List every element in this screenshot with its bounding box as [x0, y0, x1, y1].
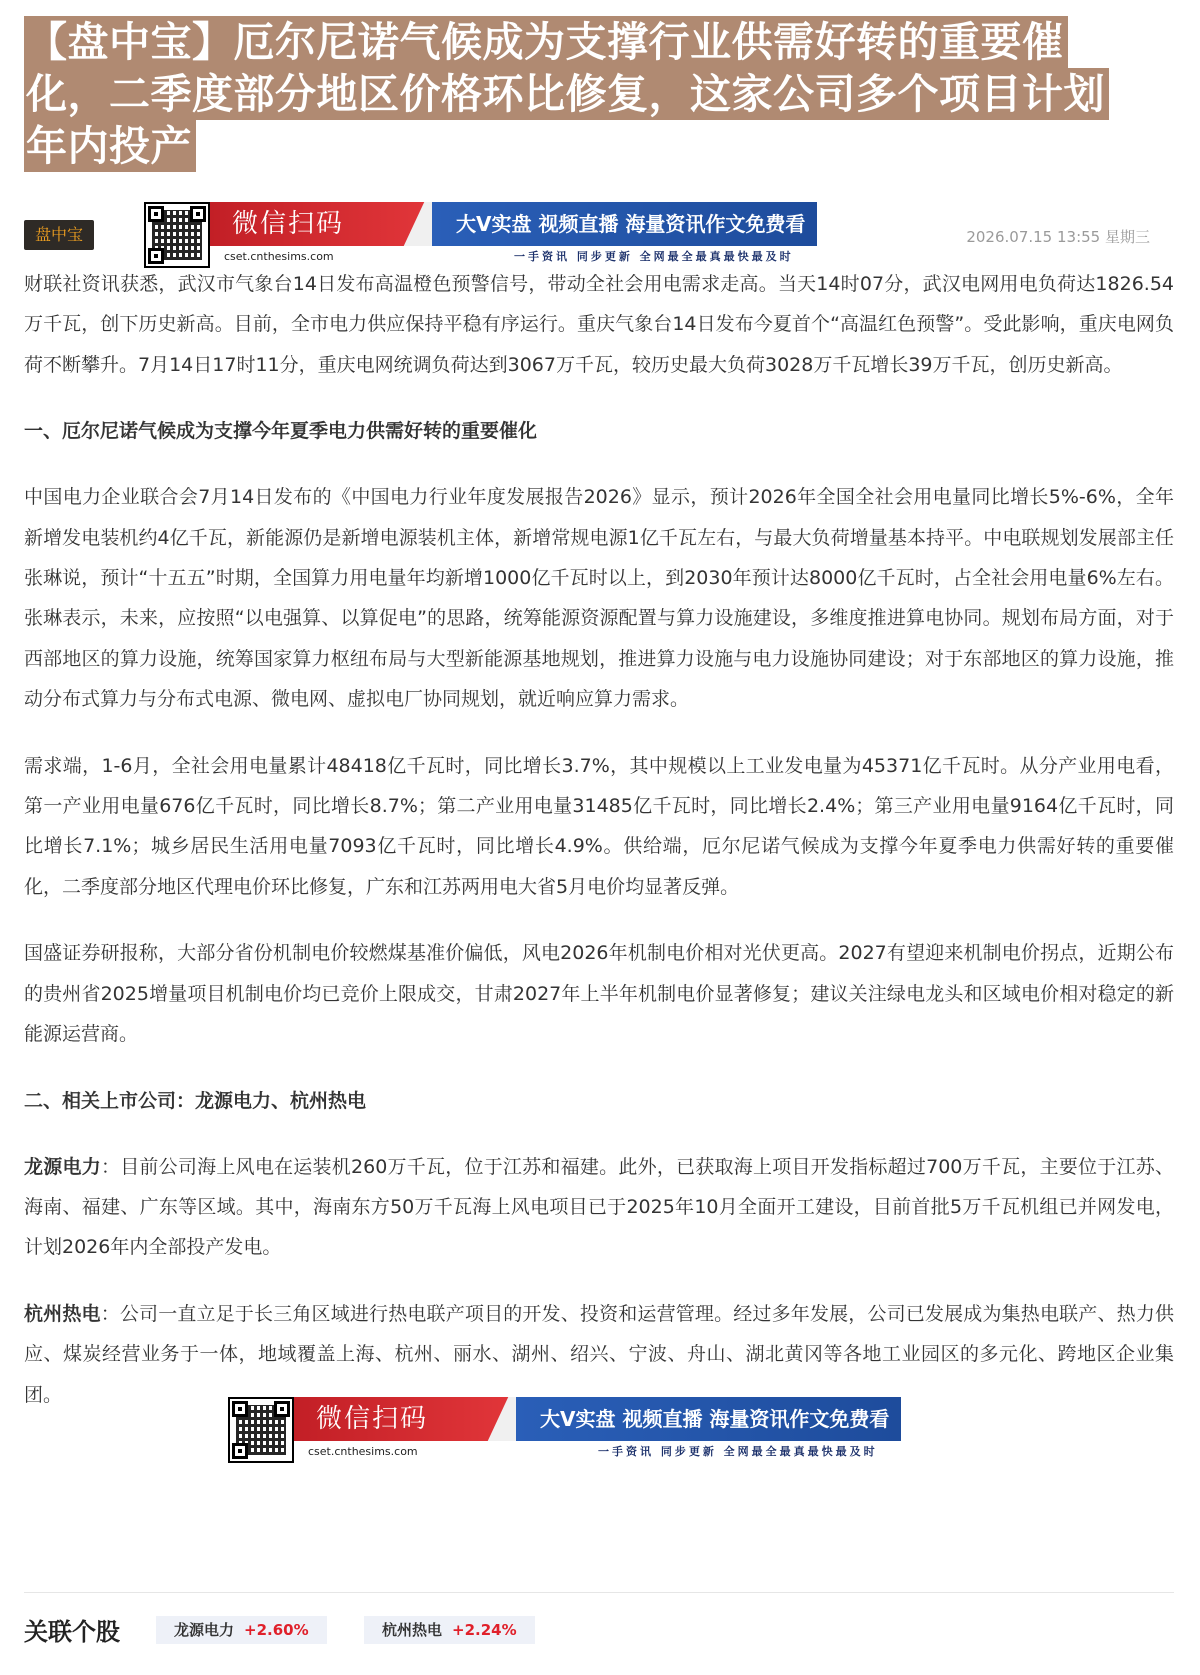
- wechat-ad-banner-bottom[interactable]: [228, 1397, 901, 1463]
- title-line-2: 化，二季度部分地区价格环比修复，这家公司多个项目计划: [24, 68, 1109, 120]
- company-desc-hangzhou: ：公司一直立足于长三角区域进行热电联产项目的开发、投资和运营管理。经过多年发展，公司已发展成为集热电联产、热力供应、煤炭经营业务于一体，地域覆盖上海、杭州、丽水、湖州、绍兴、宁波、舟山、湖北黄冈等各地工业园区的多元化、跨地区企业集团。: [24, 1302, 1174, 1406]
- stock-change: +2.60%: [244, 1621, 309, 1639]
- related-stocks-label: 关联个股: [24, 1618, 120, 1646]
- paragraph-cec-report: 中国电力企业联合会7月14日发布的《中国电力行业年度发展报告2026》显示，预计2026年全国全社会用电量同比增长5%-6%，全年新增发电装机约4亿千瓦，新能源仍是新增电源装机主体，新增常规电源1亿千瓦左右，与最大负荷增量基本持平。中电联规划发展部主任张琳说，预计“十五五”时期，全国算力用电量年均新增1000亿千瓦时以上，到2030年预计达8000亿千瓦时，占全社会用电量6%左右。张琳表示，未来，应按照“以电强算、以算促电”的思路，统筹能源资源配置与算力设施建设，多维度推进算电协同。规划布局方面，对于西部地区的算力设施，统筹国家算力枢纽布局与大型新能源基地规划，推进算力设施与电力设施协同建设；对于东部地区的算力设施，推动分布式算力与分布式电源、微电网、虚拟电厂协同规划，就近响应算力需求。: [24, 486, 1174, 711]
- article-title: [24, 16, 1174, 172]
- publish-datetime: 2026.07.15 13:55 星期三: [966, 228, 1150, 246]
- stock-change: +2.24%: [452, 1621, 517, 1639]
- stock-tag-longyuan[interactable]: [156, 1616, 327, 1644]
- section-heading-1: 一、厄尔尼诺气候成为支撑今年夏季电力供需好转的重要催化: [24, 420, 538, 443]
- stock-tag-hangzhou[interactable]: [364, 1616, 535, 1644]
- banner-slogan: 一手资讯 同步更新 全网最全最真最快最及时: [480, 246, 817, 268]
- source-badge[interactable]: 盘中宝: [24, 220, 94, 250]
- company-name-hangzhou[interactable]: 杭州热电: [24, 1302, 101, 1325]
- qr-code-icon: [144, 202, 210, 268]
- banner-scan-label: 微信扫码: [294, 1397, 516, 1441]
- paragraph-intro: 财联社资讯获悉，武汉市气象台14日发布高温橙色预警信号，带动全社会用电需求走高。当天14时07分，武汉电网用电负荷达1826.54万千瓦，创下历史新高。目前，全市电力供应保持平稳有序运行。重庆气象台14日发布今夏首个“高温红色预警”。受此影响，重庆电网负荷不断攀升。7月14日17时11分，重庆电网统调负荷达到3067万千瓦，较历史最大负荷3028万千瓦增长39万千瓦，创历史新高。: [24, 273, 1174, 376]
- banner-scan-label: 微信扫码: [210, 202, 432, 246]
- section-heading-2: 二、相关上市公司：龙源电力、杭州热电: [24, 1089, 367, 1112]
- wechat-ad-banner-top[interactable]: [144, 202, 817, 268]
- article-body: [24, 264, 1174, 1415]
- banner-promo-text: 大V实盘 视频直播 海量资讯作文免费看: [432, 202, 817, 246]
- paragraph-broker-view: 国盛证券研报称，大部分省份机制电价较燃煤基准价偏低，风电2026年机制电价相对光伏更高。2027有望迎来机制电价拐点，近期公布的贵州省2025增量项目机制电价均已竞价上限成交，甘肃2027年上半年机制电价显著修复；建议关注绿电龙头和区域电价相对稳定的新能源运营商。: [24, 942, 1174, 1046]
- company-longyuan: [24, 1147, 1174, 1268]
- company-desc-longyuan: ：目前公司海上风电在运装机260万千瓦，位于江苏和福建。此外，已获取海上项目开发指标超过700万千瓦，主要位于江苏、海南、福建、广东等区域。其中，海南东方50万千瓦海上风电项目已于2025年10月全面开工建设，目前首批5万千瓦机组已并网发电，计划2026年内全部投产发电。: [24, 1155, 1174, 1259]
- stock-name: 杭州热电: [382, 1621, 443, 1639]
- title-line-3: 年内投产: [24, 120, 196, 172]
- paragraph-demand-supply: 需求端，1-6月，全社会用电量累计48418亿千瓦时，同比增长3.7%，其中规模以上工业发电量为45371亿千瓦时。从分产业用电看，第一产业用电量676亿千瓦时，同比增长8.7%；第二产业用电量31485亿千瓦时，同比增长2.4%；第三产业用电量9164亿千瓦时，同比增长7.1%；城乡居民生活用电量7093亿千瓦时，同比增长4.9%。供给端，厄尔尼诺气候成为支撑今年夏季电力供需好转的重要催化，二季度部分地区代理电价环比修复，广东和江苏两用电大省5月电价均显著反弹。: [24, 754, 1174, 898]
- banner-slogan: 一手资讯 同步更新 全网最全最真最快最及时: [564, 1441, 901, 1463]
- qr-code-icon: [228, 1397, 294, 1463]
- title-line-1: 【盘中宝】厄尔尼诺气候成为支撑行业供需好转的重要催: [24, 16, 1068, 68]
- stock-name: 龙源电力: [174, 1621, 235, 1639]
- section-divider: [24, 1592, 1174, 1593]
- banner-url: cset.cnthesims.com: [294, 1441, 564, 1463]
- company-name-longyuan[interactable]: 龙源电力: [24, 1155, 101, 1178]
- banner-url: cset.cnthesims.com: [210, 246, 480, 268]
- banner-promo-text: 大V实盘 视频直播 海量资讯作文免费看: [516, 1397, 901, 1441]
